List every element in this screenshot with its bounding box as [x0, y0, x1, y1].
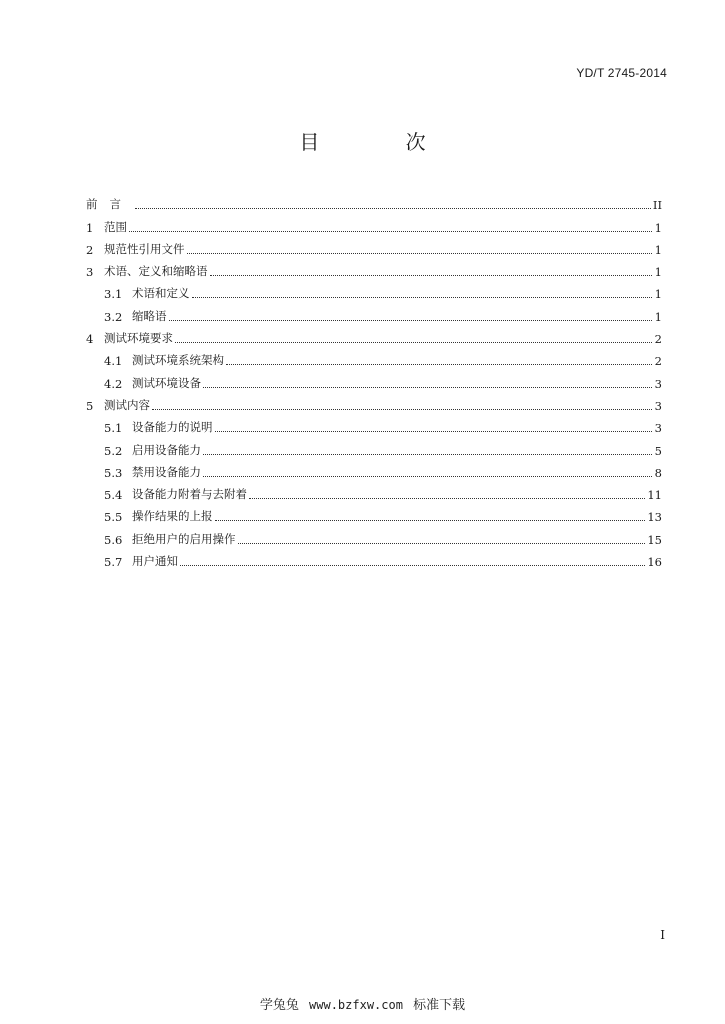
toc-entry-label: 测试内容	[104, 397, 150, 412]
toc-entry-label: 设备能力附着与去附着	[132, 487, 247, 502]
toc-entry-5[interactable]	[86, 391, 662, 413]
toc-entry-number: 3	[86, 265, 94, 280]
toc-entry-3-1[interactable]	[86, 279, 662, 301]
toc-entry-label: 启用设备能力	[132, 442, 201, 457]
toc-entry-label: 设备能力的说明	[132, 420, 213, 435]
toc-entry-number: 3.1	[104, 287, 123, 302]
toc-leader-dots	[203, 454, 652, 455]
toc-leader-dots	[203, 476, 652, 477]
toc-entry-label: 拒绝用户的启用操作	[132, 531, 236, 546]
toc-entry-page: 3	[654, 376, 662, 391]
toc-entry-label: 测试环境设备	[132, 375, 201, 390]
toc-entry-label: 规范性引用文件	[104, 241, 185, 256]
toc-leader-dots	[203, 387, 652, 388]
toc-entry-number: 1	[86, 220, 94, 235]
toc-entry-5-5[interactable]	[86, 502, 662, 524]
toc-entry-page: 8	[654, 465, 662, 480]
toc-leader-dots	[192, 297, 653, 298]
toc-entry-label: 术语、定义和缩略语	[104, 264, 208, 279]
toc-leader-dots	[187, 253, 653, 254]
toc-leader-dots	[215, 520, 646, 521]
toc-entry-page: 15	[647, 532, 662, 547]
toc-entry-5-7[interactable]	[86, 547, 662, 569]
toc-entry-page: 11	[647, 488, 662, 503]
toc-entry-foreword[interactable]	[86, 190, 662, 212]
toc-leader-dots	[215, 431, 653, 432]
toc-entry-page: 1	[654, 309, 662, 324]
toc-entry-number: 5.2	[104, 443, 123, 458]
toc-entry-number: 4.2	[104, 376, 123, 391]
toc-entry-4-2[interactable]	[86, 368, 662, 390]
toc-entry-page: 1	[654, 265, 662, 280]
toc-entry-number: 4	[86, 332, 94, 347]
toc-title: 目 次	[299, 130, 466, 154]
toc-entry-number: 5.1	[104, 421, 123, 436]
toc-entry-label: 禁用设备能力	[132, 464, 201, 479]
toc-entry-label: 术语和定义	[132, 286, 190, 301]
watermark-site-link[interactable]: www.bzfxw.com	[309, 998, 403, 1012]
toc-entry-page: 2	[654, 354, 662, 369]
toc-entry-page: 1	[654, 287, 662, 302]
toc-entry-number: 5.4	[104, 488, 123, 503]
toc-entry-5-4[interactable]	[86, 480, 662, 502]
watermark-suffix: 标准下载	[413, 998, 466, 1013]
toc-entry-page: II	[652, 198, 662, 213]
toc-entry-number: 2	[86, 242, 94, 257]
toc-entry-page: 3	[654, 398, 662, 413]
toc-entry-4-1[interactable]	[86, 346, 662, 368]
toc-entry-page: 13	[647, 510, 662, 525]
toc-entry-page: 3	[654, 421, 662, 436]
toc-entry-number: 5.7	[104, 555, 123, 570]
toc-entry-5-6[interactable]	[86, 524, 662, 546]
toc-leader-dots	[180, 565, 645, 566]
toc-entry-5-2[interactable]	[86, 435, 662, 457]
toc-entry-page: 2	[654, 332, 662, 347]
toc-entry-page: 1	[654, 242, 662, 257]
footer-watermark	[0, 994, 725, 1013]
toc-entry-4[interactable]	[86, 324, 662, 346]
toc-leader-dots	[169, 320, 653, 321]
toc-entry-5-1[interactable]	[86, 413, 662, 435]
toc-entry-3[interactable]	[86, 257, 662, 279]
document-code: YD/T 2745-2014	[576, 66, 667, 80]
toc-entry-number: 4.1	[104, 354, 123, 369]
toc-leader-dots	[249, 498, 645, 499]
toc-entry-number: 5.5	[104, 510, 123, 525]
toc-entry-label: 测试环境系统架构	[132, 353, 224, 368]
toc-leader-dots	[152, 409, 652, 410]
toc-leader-dots	[129, 231, 652, 232]
page-number: I	[660, 928, 665, 942]
toc-entry-label: 用户通知	[132, 554, 178, 569]
toc-entry-page: 5	[654, 443, 662, 458]
toc-leader-dots	[226, 364, 652, 365]
toc-leader-dots	[210, 275, 653, 276]
toc-entry-label: 前言	[86, 197, 133, 212]
watermark-prefix: 学兔兔	[259, 998, 299, 1013]
toc-entry-3-2[interactable]	[86, 301, 662, 323]
toc-entry-label: 测试环境要求	[104, 331, 173, 346]
toc-leader-dots	[175, 342, 652, 343]
table-of-contents	[86, 190, 662, 569]
toc-entry-label: 缩略语	[132, 308, 167, 323]
toc-entry-number: 5	[86, 398, 94, 413]
toc-entry-number: 5.3	[104, 465, 123, 480]
toc-leader-dots	[135, 208, 651, 209]
toc-entry-5-3[interactable]	[86, 458, 662, 480]
toc-entry-page: 1	[654, 220, 662, 235]
toc-entry-number: 5.6	[104, 532, 123, 547]
toc-entry-label: 操作结果的上报	[132, 509, 213, 524]
toc-entry-2[interactable]	[86, 235, 662, 257]
toc-entry-label: 范围	[104, 219, 127, 234]
toc-leader-dots	[238, 543, 646, 544]
toc-entry-1[interactable]	[86, 212, 662, 234]
toc-entry-number: 3.2	[104, 309, 123, 324]
toc-entry-page: 16	[647, 555, 662, 570]
